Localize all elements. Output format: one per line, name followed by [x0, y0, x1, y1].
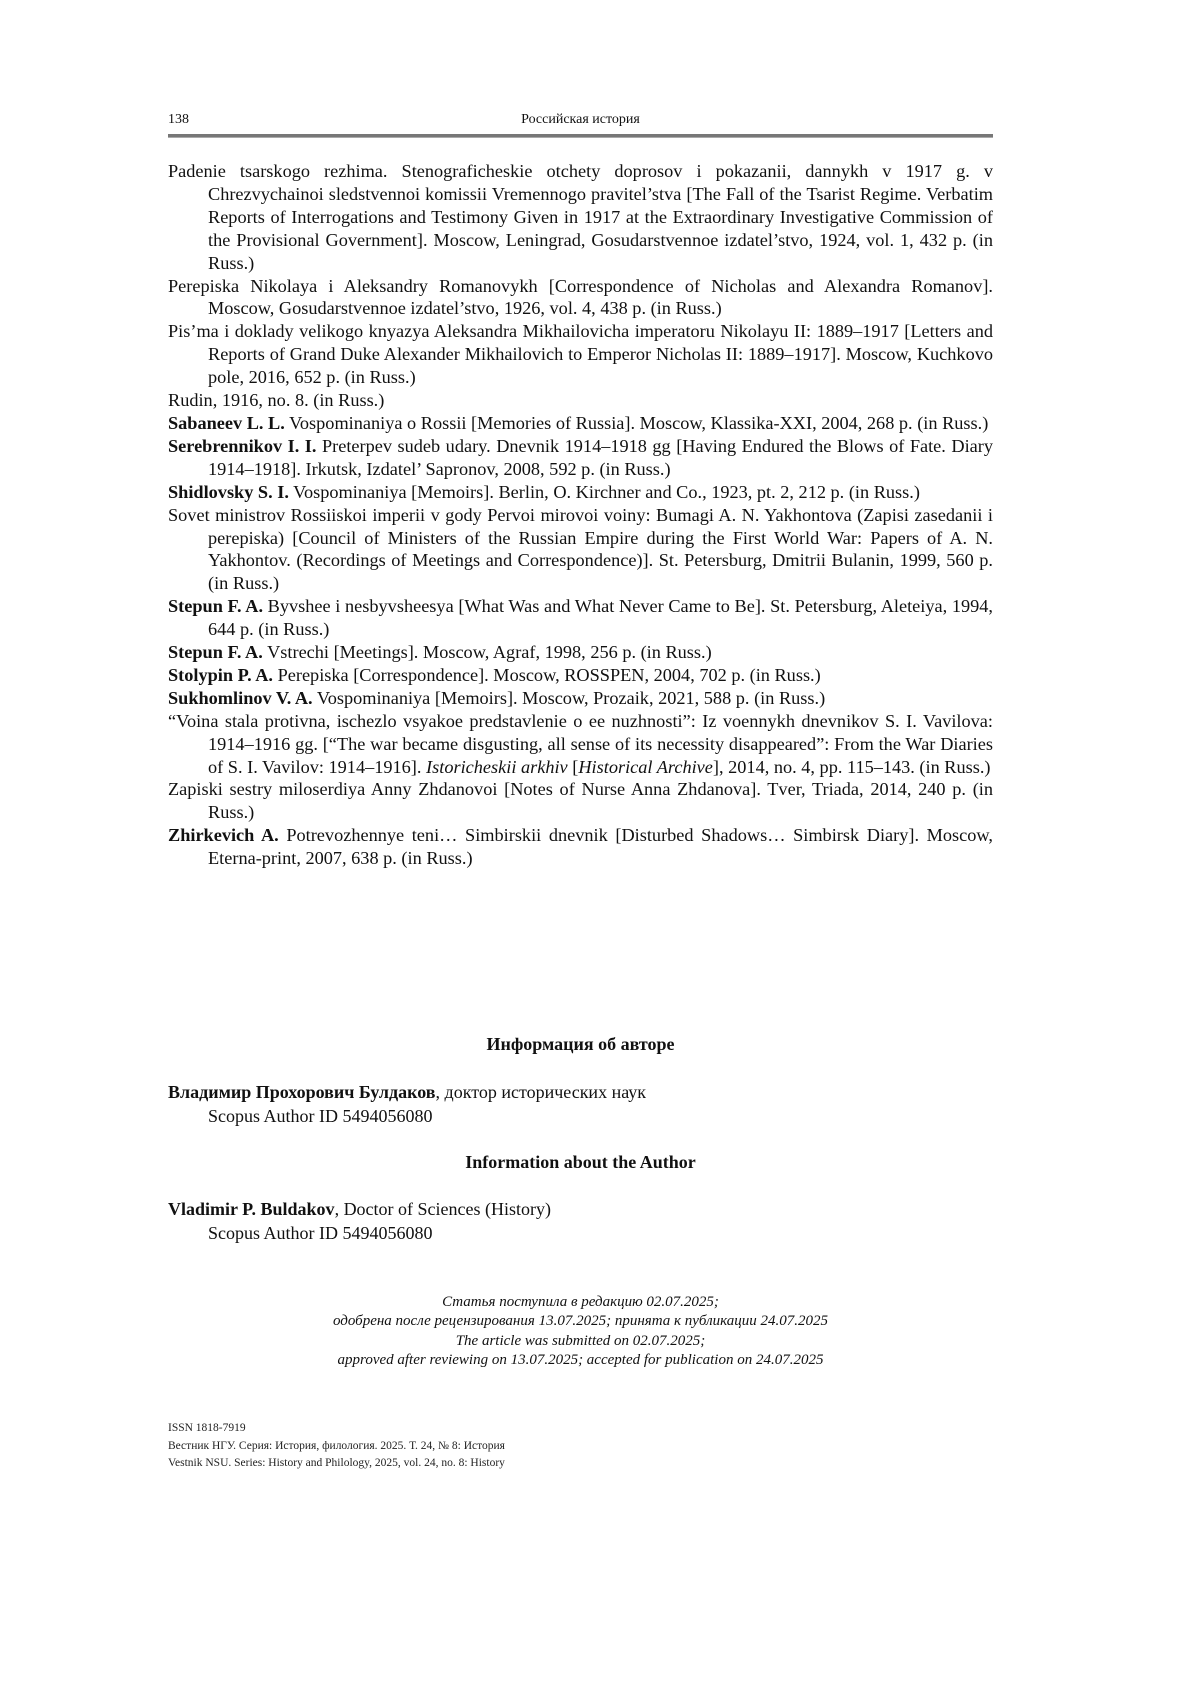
reference-text: Byvshee i nesbyvsheesya [What Was and What Never Came to Be]. St. Petersburg, Aleteiya, 1994, 644 p. (in Russ.)	[208, 596, 993, 640]
header-rule	[168, 134, 993, 138]
reference-text: Perepiska [Correspondence]. Moscow, ROSSPEN, 2004, 702 p. (in Russ.)	[273, 664, 821, 685]
date-line: approved after reviewing on 13.07.2025; accepted for publication on 24.07.2025	[337, 1352, 824, 1369]
reference-author: Serebrennikov I. I.	[168, 435, 317, 456]
reference-list	[168, 160, 993, 870]
reference-author: Sabaneev L. L.	[168, 412, 285, 433]
reference-text: Potrevozhennye teni… Simbirskii dnevnik [Disturbed Shadows… Simbirsk Diary]. Moscow, Eterna-print, 2007, 638 p. (in Russ.)	[208, 825, 993, 869]
reference-author: Zhirkevich A.	[168, 825, 279, 846]
reference-text: Preterpev sudeb udary. Dnevnik 1914–1918 gg [Having Endured the Blows of Fate. Diary 1914–1918]. Irkutsk, Izdatel’ Sapronov, 2008, 592 p. (in Russ.)	[208, 435, 993, 479]
running-header	[168, 112, 993, 134]
reference-entry	[168, 778, 993, 824]
author-scopus-ru: Scopus Author ID 5494056080	[208, 1105, 433, 1126]
reference-entry	[168, 435, 993, 481]
reference-entry	[168, 504, 993, 596]
reference-entry	[168, 412, 993, 435]
author-degree-en: , Doctor of Sciences (History)	[334, 1199, 552, 1219]
reference-text: Rudin, 1916, no. 8. (in Russ.)	[168, 390, 385, 411]
reference-author: Stepun F. A.	[168, 596, 264, 617]
reference-entry	[168, 641, 993, 664]
reference-entry	[168, 824, 993, 870]
reference-text: Vospominaniya o Rossii [Memories of Russia]. Moscow, Klassika-XXI, 2004, 268 p. (in Russ.)	[284, 412, 989, 433]
reference-text: Sovet ministrov Rossiiskoi imperii v gody Pervoi mirovoi voiny: Bumagi A. N. Yakhontova (Zapisi zasedanii i perepiska) [Council of Ministers of the Russian Empire during the First World War: Papers of A. N. Yakhontov. (Recordings of Meetings and Correspondence)]. St. Petersburg, Dmitrii Bulanin, 1999, 560 p. (in Russ.)	[168, 504, 993, 594]
journal-ru: Вестник НГУ. Серия: История, филология. 2025. Т. 24, № 8: История	[168, 1439, 505, 1452]
reference-text: Pis’ma i doklady velikogo knyazya Aleksandra Mikhailovicha imperatoru Nikolayu II: 1889–1917 [Letters and Reports of Grand Duke Alexander Mikhailovich to Emperor Nicholas II: 1889–1917]. Moscow, Kuchkovo pole, 2016, 652 p. (in Russ.)	[168, 321, 993, 388]
reference-entry	[168, 275, 993, 321]
reference-entry	[168, 664, 993, 687]
page-number: 138	[168, 112, 189, 127]
reference-author: Stepun F. A.	[168, 642, 263, 663]
submission-dates	[168, 1293, 993, 1371]
issn: ISSN 1818-7919	[168, 1422, 246, 1434]
date-line: одобрена после рецензирования 13.07.2025; принята к публикации 24.07.2025	[332, 1313, 829, 1330]
reference-entry	[168, 160, 993, 275]
reference-text: Perepiska Nikolaya i Aleksandry Romanovykh [Correspondence of Nicholas and Alexandra Romanov]. Moscow, Gosudarstvennoe izdatel’stvo, 1926, vol. 4, 438 p. (in Russ.)	[168, 275, 993, 319]
reference-entry	[168, 320, 993, 389]
author-info-heading-ru: Информация об авторе	[486, 1034, 675, 1054]
date-line: Статья поступила в редакцию 02.07.2025;	[442, 1294, 719, 1310]
reference-entry	[168, 481, 993, 504]
reference-text: [	[567, 756, 579, 777]
author-name-ru: Владимир Прохорович Булдаков	[168, 1082, 436, 1102]
author-name-en: Vladimir P. Buldakov	[168, 1199, 335, 1219]
page-footer	[168, 1420, 505, 1473]
journal-en: Vestnik NSU. Series: History and Philology, 2025, vol. 24, no. 8: History	[168, 1457, 505, 1469]
author-scopus-en: Scopus Author ID 5494056080	[208, 1222, 433, 1243]
reference-author: Shidlovsky S. I.	[168, 481, 289, 502]
reference-author: Stolypin P. A.	[168, 664, 273, 685]
author-info-ru	[168, 1081, 993, 1128]
reference-text: ], 2014, no. 4, pp. 115–143. (in Russ.)	[712, 756, 991, 777]
date-line: The article was submitted on 02.07.2025;	[455, 1332, 706, 1349]
reference-text: Vstrechi [Meetings]. Moscow, Agraf, 1998, 256 p. (in Russ.)	[262, 642, 712, 663]
reference-text: Vospominaniya [Memoirs]. Moscow, Prozaik, 2021, 588 p. (in Russ.)	[312, 687, 826, 708]
reference-text: Vospominaniya [Memoirs]. Berlin, O. Kirchner and Co., 1923, pt. 2, 212 p. (in Russ.)	[288, 481, 920, 502]
reference-text: “Voina stala protivna, ischezlo vsyakoe predstavlenie o ee nuzhnosti”: Iz voennykh dnevnikov S. I. Vavilova: 1914–1916 gg. [“The war became disgusting, all sense of its necessity disappeared”: From the War Diaries of S. I. Vavilov: 1914–1916].	[168, 710, 993, 777]
author-info-en	[168, 1198, 993, 1245]
reference-italic: Istoricheskii arkhiv	[426, 756, 568, 777]
reference-text: Zapiski sestry miloserdiya Anny Zhdanovoi [Notes of Nurse Anna Zhdanova]. Tver, Triada, 2014, 240 p. (in Russ.)	[168, 779, 993, 823]
reference-italic: Historical Archive	[578, 756, 713, 777]
running-title: Российская история	[521, 112, 640, 127]
reference-text: Padenie tsarskogo rezhima. Stenograficheskie otchety doprosov i pokazanii, dannykh v 1917 g. v Chrezvychainoi sledstvennoi komissii Vremennogo pravitel’stva [The Fall of the Tsarist Regime. Verbatim Reports of Interrogations and Testimony Given in 1917 at the Extraordinary Investigative Commission of the Provisional Government]. Moscow, Leningrad, Gosudarstvennoe izdatel’stvo, 1924, vol. 1, 432 p. (in Russ.)	[168, 161, 993, 273]
reference-entry	[168, 687, 993, 710]
reference-author: Sukhomlinov V. A.	[168, 687, 313, 708]
author-info-heading-en: Information about the Author	[465, 1152, 696, 1172]
reference-entry	[168, 710, 993, 779]
reference-entry	[168, 595, 993, 641]
author-degree-ru: , доктор исторических наук	[435, 1082, 647, 1102]
reference-entry	[168, 389, 993, 412]
